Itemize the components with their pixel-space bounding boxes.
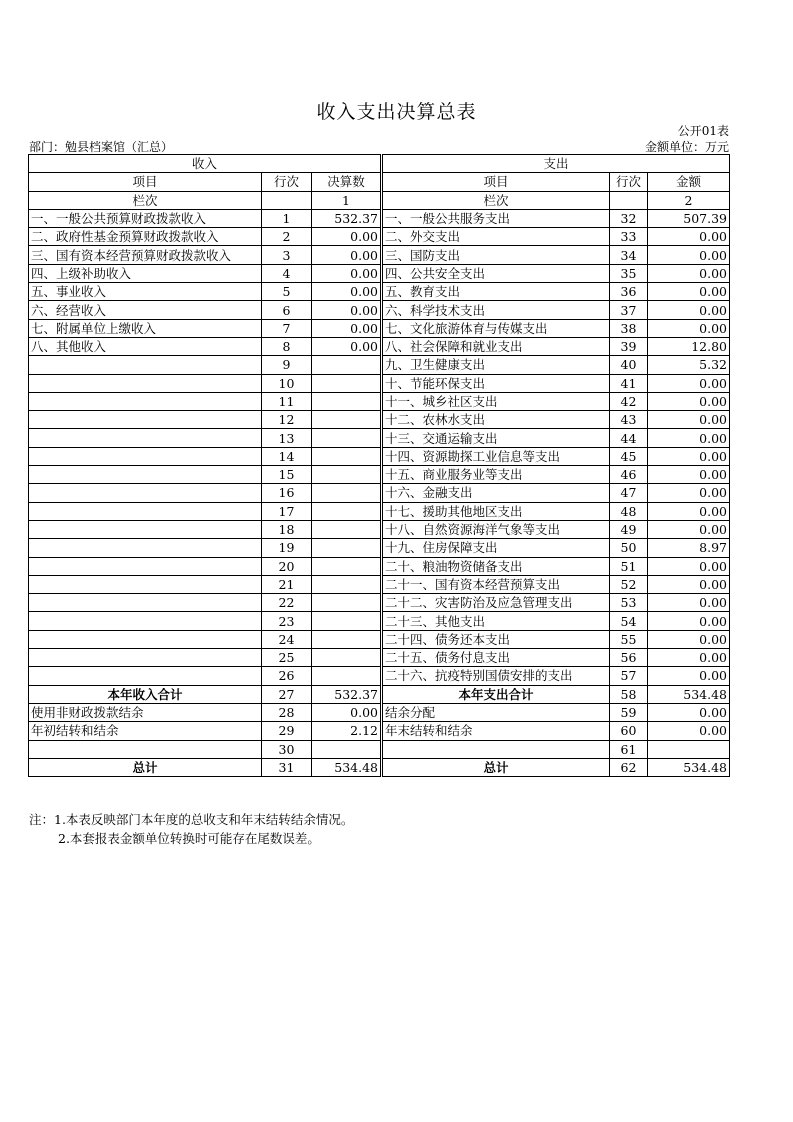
table-row [29, 466, 730, 484]
expense-line-cell: 45 [610, 447, 648, 465]
income-item-cell: 七、附属单位上缴收入 [29, 319, 262, 337]
table-row [29, 209, 730, 227]
expense-line-cell: 33 [610, 228, 648, 246]
footnotes [29, 810, 353, 848]
expense-item-cell: 结余分配 [382, 703, 610, 721]
expense-amount-cell: 0.00 [648, 722, 730, 740]
expense-amount-cell: 0.00 [648, 667, 730, 685]
expense-item-cell: 二十、粮油物资储备支出 [382, 557, 610, 575]
expense-line-cell: 46 [610, 466, 648, 484]
income-amount-cell [312, 392, 382, 410]
expense-line-cell: 38 [610, 319, 648, 337]
income-line-cell: 21 [262, 575, 312, 593]
income-amount-cell [312, 502, 382, 520]
year-total-row [29, 685, 730, 703]
expense-amount-cell: 507.39 [648, 209, 730, 227]
header-row-column-index [29, 191, 730, 209]
expense-line-cell: 57 [610, 667, 648, 685]
income-amount-cell: 532.37 [312, 209, 382, 227]
table-row [29, 337, 730, 355]
expense-item-cell: 总计 [382, 758, 610, 776]
department-label: 部门：勉县档案馆（汇总） [29, 140, 174, 154]
expense-line-cell: 37 [610, 301, 648, 319]
income-amount-cell: 0.00 [312, 319, 382, 337]
header-row-sections [29, 155, 730, 173]
footnote-1: 注：1.本表反映部门本年度的总收支和年末结转结余情况。 [29, 812, 354, 827]
expense-item-cell: 十三、交通运输支出 [382, 429, 610, 447]
income-line-cell: 26 [262, 667, 312, 685]
income-item-cell [29, 466, 262, 484]
expense-amount-cell: 0.00 [648, 557, 730, 575]
expense-line-header: 行次 [610, 173, 648, 191]
income-amount-cell [312, 667, 382, 685]
income-col-blank [262, 191, 312, 209]
expense-item-cell: 十六、金融支出 [382, 484, 610, 502]
income-line-cell: 12 [262, 411, 312, 429]
expense-amount-cell: 0.00 [648, 594, 730, 612]
expense-line-cell: 61 [610, 740, 648, 758]
expense-line-cell: 53 [610, 594, 648, 612]
table-row [29, 557, 730, 575]
expense-line-cell: 56 [610, 649, 648, 667]
expense-col-label: 栏次 [382, 191, 610, 209]
expense-amount-cell: 0.00 [648, 575, 730, 593]
income-item-cell [29, 502, 262, 520]
expense-amount-cell: 0.00 [648, 283, 730, 301]
income-amount-cell [312, 557, 382, 575]
expense-amount-cell: 0.00 [648, 520, 730, 538]
expense-item-cell: 本年支出合计 [382, 685, 610, 703]
expense-line-cell: 60 [610, 722, 648, 740]
table-row [29, 264, 730, 282]
income-line-cell: 30 [262, 740, 312, 758]
income-line-cell: 18 [262, 520, 312, 538]
expense-amount-cell: 0.00 [648, 411, 730, 429]
income-line-cell: 23 [262, 612, 312, 630]
table-row [29, 575, 730, 593]
income-amount-cell [312, 484, 382, 502]
income-item-cell [29, 575, 262, 593]
income-amount-cell: 0.00 [312, 301, 382, 319]
expense-amount-cell: 0.00 [648, 466, 730, 484]
expense-item-cell: 二十六、抗疫特别国债安排的支出 [382, 667, 610, 685]
income-line-cell: 11 [262, 392, 312, 410]
expense-item-cell: 十、节能环保支出 [382, 374, 610, 392]
table-row [29, 539, 730, 557]
expense-amount-cell: 0.00 [648, 447, 730, 465]
expense-amount-cell: 5.32 [648, 356, 730, 374]
income-line-cell: 29 [262, 722, 312, 740]
income-section-header: 收入 [29, 155, 382, 173]
table-row [29, 319, 730, 337]
income-col-number: 1 [312, 191, 382, 209]
expense-amount-cell: 534.48 [648, 685, 730, 703]
table-row [29, 374, 730, 392]
expense-item-cell: 二、外交支出 [382, 228, 610, 246]
expense-amount-cell: 12.80 [648, 337, 730, 355]
expense-item-cell: 十八、自然资源海洋气象等支出 [382, 520, 610, 538]
income-amount-cell [312, 594, 382, 612]
expense-amount-cell: 0.00 [648, 301, 730, 319]
income-amount-cell [312, 630, 382, 648]
table-row [29, 392, 730, 410]
table-row [29, 429, 730, 447]
expense-amount-cell: 8.97 [648, 539, 730, 557]
income-item-cell: 六、经营收入 [29, 301, 262, 319]
income-amount-cell [312, 447, 382, 465]
expense-line-cell: 54 [610, 612, 648, 630]
expense-item-cell: 二十二、灾害防治及应急管理支出 [382, 594, 610, 612]
income-line-cell: 17 [262, 502, 312, 520]
unit-label: 金额单位：万元 [644, 140, 729, 154]
table-row [29, 484, 730, 502]
income-item-cell [29, 484, 262, 502]
income-item-cell [29, 356, 262, 374]
income-amount-cell [312, 356, 382, 374]
header-row-columns [29, 173, 730, 191]
expense-line-cell: 40 [610, 356, 648, 374]
expense-line-cell: 36 [610, 283, 648, 301]
income-line-cell: 3 [262, 246, 312, 264]
income-line-cell: 2 [262, 228, 312, 246]
table-row [29, 520, 730, 538]
expense-item-cell: 十四、资源勘探工业信息等支出 [382, 447, 610, 465]
income-amount-cell: 0.00 [312, 703, 382, 721]
income-amount-cell: 534.48 [312, 758, 382, 776]
income-item-cell [29, 594, 262, 612]
expense-line-cell: 34 [610, 246, 648, 264]
expense-line-cell: 51 [610, 557, 648, 575]
income-item-cell: 八、其他收入 [29, 337, 262, 355]
income-amount-cell [312, 612, 382, 630]
income-item-cell: 本年收入合计 [29, 685, 262, 703]
expense-amount-cell [648, 740, 730, 758]
income-item-cell: 三、国有资本经营预算财政拨款收入 [29, 246, 262, 264]
expense-line-cell: 32 [610, 209, 648, 227]
expense-amount-cell: 0.00 [648, 630, 730, 648]
income-item-cell: 五、事业收入 [29, 283, 262, 301]
grand-total-row [29, 758, 730, 776]
table-row [29, 356, 730, 374]
income-line-cell: 27 [262, 685, 312, 703]
table-row [29, 667, 730, 685]
income-amount-cell: 0.00 [312, 228, 382, 246]
table-row [29, 740, 730, 758]
income-line-cell: 6 [262, 301, 312, 319]
income-item-cell [29, 539, 262, 557]
table-row [29, 228, 730, 246]
income-col-label: 栏次 [29, 191, 262, 209]
expense-item-cell: 三、国防支出 [382, 246, 610, 264]
income-amount-header: 决算数 [312, 173, 382, 191]
expense-line-cell: 62 [610, 758, 648, 776]
income-expense-table [28, 154, 730, 777]
table-row [29, 594, 730, 612]
page-title: 收入支出决算总表 [316, 101, 477, 123]
income-item-cell: 二、政府性基金预算财政拨款收入 [29, 228, 262, 246]
income-amount-cell: 0.00 [312, 246, 382, 264]
expense-item-cell: 四、公共安全支出 [382, 264, 610, 282]
income-amount-cell [312, 520, 382, 538]
expense-amount-cell: 0.00 [648, 246, 730, 264]
income-line-cell: 16 [262, 484, 312, 502]
income-line-cell: 9 [262, 356, 312, 374]
expense-amount-cell: 0.00 [648, 374, 730, 392]
income-item-cell: 使用非财政拨款结余 [29, 703, 262, 721]
income-item-cell [29, 447, 262, 465]
income-item-cell [29, 740, 262, 758]
income-amount-cell [312, 466, 382, 484]
expense-line-cell: 35 [610, 264, 648, 282]
expense-section-header: 支出 [382, 155, 730, 173]
expense-item-cell: 十二、农林水支出 [382, 411, 610, 429]
table-row [29, 703, 730, 721]
income-item-cell [29, 649, 262, 667]
income-line-cell: 10 [262, 374, 312, 392]
expense-item-cell: 五、教育支出 [382, 283, 610, 301]
income-item-header: 项目 [29, 173, 262, 191]
table-row [29, 612, 730, 630]
expense-item-cell: 二十一、国有资本经营预算支出 [382, 575, 610, 593]
table-row [29, 722, 730, 740]
income-line-cell: 14 [262, 447, 312, 465]
footnote-2: 2.本套报表金额单位转换时可能存在尾数误差。 [58, 831, 320, 846]
expense-item-cell: 十九、住房保障支出 [382, 539, 610, 557]
income-line-cell: 24 [262, 630, 312, 648]
expense-amount-cell: 534.48 [648, 758, 730, 776]
table-row [29, 411, 730, 429]
income-amount-cell: 0.00 [312, 264, 382, 282]
expense-item-cell: 六、科学技术支出 [382, 301, 610, 319]
table-row [29, 301, 730, 319]
expense-item-cell: 二十三、其他支出 [382, 612, 610, 630]
expense-line-cell: 42 [610, 392, 648, 410]
income-item-cell: 总计 [29, 758, 262, 776]
expense-amount-cell: 0.00 [648, 392, 730, 410]
income-line-cell: 25 [262, 649, 312, 667]
expense-item-cell: 七、文化旅游体育与传媒支出 [382, 319, 610, 337]
income-amount-cell [312, 429, 382, 447]
income-amount-cell: 0.00 [312, 283, 382, 301]
expense-line-cell: 55 [610, 630, 648, 648]
table-row [29, 283, 730, 301]
income-line-cell: 1 [262, 209, 312, 227]
income-amount-cell [312, 740, 382, 758]
income-item-cell [29, 557, 262, 575]
expense-amount-cell: 0.00 [648, 502, 730, 520]
expense-amount-cell: 0.00 [648, 264, 730, 282]
income-line-cell: 5 [262, 283, 312, 301]
expense-line-cell: 43 [610, 411, 648, 429]
expense-item-cell: 二十四、债务还本支出 [382, 630, 610, 648]
income-item-cell: 一、一般公共预算财政拨款收入 [29, 209, 262, 227]
expense-amount-cell: 0.00 [648, 429, 730, 447]
income-amount-cell: 0.00 [312, 337, 382, 355]
expense-line-cell: 48 [610, 502, 648, 520]
expense-item-cell: 十五、商业服务业等支出 [382, 466, 610, 484]
expense-amount-cell: 0.00 [648, 612, 730, 630]
expense-item-header: 项目 [382, 173, 610, 191]
expense-line-cell: 49 [610, 520, 648, 538]
expense-item-cell: 一、一般公共服务支出 [382, 209, 610, 227]
income-item-cell [29, 392, 262, 410]
income-item-cell [29, 630, 262, 648]
income-item-cell [29, 411, 262, 429]
income-item-cell [29, 374, 262, 392]
expense-line-cell: 39 [610, 337, 648, 355]
income-item-cell [29, 520, 262, 538]
table-row [29, 649, 730, 667]
expense-amount-cell: 0.00 [648, 649, 730, 667]
income-line-cell: 22 [262, 594, 312, 612]
income-item-cell [29, 667, 262, 685]
expense-line-cell: 44 [610, 429, 648, 447]
income-item-cell: 四、上级补助收入 [29, 264, 262, 282]
income-line-cell: 13 [262, 429, 312, 447]
table-row [29, 502, 730, 520]
table-row [29, 447, 730, 465]
expense-item-cell: 年末结转和结余 [382, 722, 610, 740]
income-amount-cell: 2.12 [312, 722, 382, 740]
expense-item-cell: 十一、城乡社区支出 [382, 392, 610, 410]
expense-line-cell: 52 [610, 575, 648, 593]
income-line-header: 行次 [262, 173, 312, 191]
income-amount-cell [312, 374, 382, 392]
table-body [29, 209, 730, 776]
expense-item-cell [382, 740, 610, 758]
income-line-cell: 19 [262, 539, 312, 557]
income-amount-cell: 532.37 [312, 685, 382, 703]
income-item-cell [29, 429, 262, 447]
income-amount-cell [312, 411, 382, 429]
expense-item-cell: 十七、援助其他地区支出 [382, 502, 610, 520]
expense-line-cell: 50 [610, 539, 648, 557]
income-item-cell [29, 612, 262, 630]
income-amount-cell [312, 575, 382, 593]
expense-col-number: 2 [648, 191, 730, 209]
income-line-cell: 4 [262, 264, 312, 282]
expense-item-cell: 九、卫生健康支出 [382, 356, 610, 374]
expense-item-cell: 二十五、债务付息支出 [382, 649, 610, 667]
expense-amount-header: 金额 [648, 173, 730, 191]
income-amount-cell [312, 539, 382, 557]
income-line-cell: 28 [262, 703, 312, 721]
expense-line-cell: 47 [610, 484, 648, 502]
expense-line-cell: 41 [610, 374, 648, 392]
expense-amount-cell: 0.00 [648, 484, 730, 502]
expense-amount-cell: 0.00 [648, 319, 730, 337]
expense-item-cell: 八、社会保障和就业支出 [382, 337, 610, 355]
expense-col-blank [610, 191, 648, 209]
expense-amount-cell: 0.00 [648, 703, 730, 721]
table-row [29, 630, 730, 648]
expense-line-cell: 59 [610, 703, 648, 721]
income-line-cell: 31 [262, 758, 312, 776]
income-line-cell: 15 [262, 466, 312, 484]
income-line-cell: 7 [262, 319, 312, 337]
form-number: 公开01表 [677, 124, 729, 138]
table-row [29, 246, 730, 264]
income-line-cell: 8 [262, 337, 312, 355]
income-line-cell: 20 [262, 557, 312, 575]
expense-line-cell: 58 [610, 685, 648, 703]
income-item-cell: 年初结转和结余 [29, 722, 262, 740]
income-amount-cell [312, 649, 382, 667]
expense-amount-cell: 0.00 [648, 228, 730, 246]
